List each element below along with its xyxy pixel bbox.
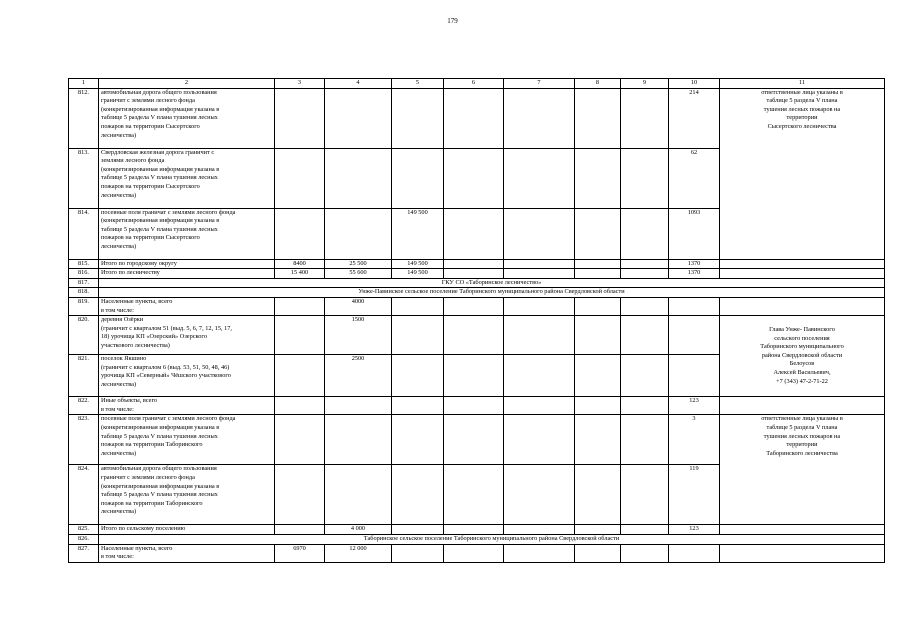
row-number: 812. bbox=[69, 88, 99, 148]
table-row bbox=[69, 316, 885, 355]
row-number: 813. bbox=[69, 148, 99, 208]
value-cell: 1370 bbox=[669, 269, 720, 279]
object-name: посевные поля граничат с землями лесного фонда (конкретизированная информация указана в таблице 5 раздела V плана тушения лесных пожаров на территории Сысертского лесничества) bbox=[99, 208, 275, 259]
row-number: 818. bbox=[69, 288, 99, 298]
object-name: Свердловская железная дорога граничит с землями лесного фонда (конкретизированная информация указана в таблице 5 раздела V плана тушения лесных пожаров на территории Сысертского лесничества) bbox=[99, 148, 275, 208]
table-row bbox=[69, 415, 885, 465]
value-cell: 123 bbox=[669, 525, 720, 535]
responsible-note: ответственные лица указаны в таблице 5 раздела V плана тушения лесных пожаров на территории Сысертского лесничества bbox=[720, 88, 885, 259]
row-number: 823. bbox=[69, 415, 99, 465]
value-cell: 3 bbox=[669, 415, 720, 465]
row-number: 815. bbox=[69, 259, 99, 269]
object-name: Населенные пункты, всего в том числе: bbox=[99, 544, 275, 562]
value-cell: 149 500 bbox=[392, 208, 444, 259]
object-name: Итого по лесничеству bbox=[99, 269, 275, 279]
object-name: деревня Озёрки (граничит с кварталом 51 (выд. 5, 6, 7, 12, 15, 17, 18) урочища КП «Озерский» Озерского участкового лесничества) bbox=[99, 316, 275, 355]
section-title: Таборинское сельское поселение Таборинского муниципального района Свердловской области bbox=[99, 534, 885, 544]
header-cell: 4 bbox=[325, 79, 392, 89]
value-cell: 6970 bbox=[275, 544, 325, 562]
value-cell: 1093 bbox=[669, 208, 720, 259]
section-title: ГКУ СО «Таборинское лесничество» bbox=[99, 278, 885, 288]
value-cell: 149 500 bbox=[392, 259, 444, 269]
object-name: автомобильная дорога общего пользования граничит с землями лесного фонда (конкретизированная информация указана в таблице 5 раздела V плана тушения лесных пожаров на территории Таборинского лесничества) bbox=[99, 465, 275, 525]
value-cell: 214 bbox=[669, 88, 720, 148]
object-name: Итого по сельскому поселению bbox=[99, 525, 275, 535]
page-number: 179 bbox=[447, 17, 458, 25]
value-cell: 149 500 bbox=[392, 269, 444, 279]
object-name: посевные поля граничат с землями лесного фонда (конкретизированная информация указана в таблице 5 раздела V плана тушения лесных пожаров на территории Таборинского лесничества) bbox=[99, 415, 275, 465]
value-cell: 1500 bbox=[325, 316, 392, 355]
object-name: автомобильная дорога общего пользования граничит с землями лесного фонда (конкретизированная информация указана в таблице 5 раздела V плана тушения лесных пожаров на территории Сысертского лесничества) bbox=[99, 88, 275, 148]
header-cell: 7 bbox=[504, 79, 575, 89]
contact-note: Глава Унже- Павинского сельского поселения Таборинского муниципального района Свердловской области Белоусов Алексей Васильевич, +7 (343) 47-2-71-22 bbox=[720, 316, 885, 397]
section-title: Унже-Павинское сельское поселение Таборинского муниципального района Свердловской области bbox=[99, 288, 885, 298]
object-name: Итого по городскому округу bbox=[99, 259, 275, 269]
row-number: 827. bbox=[69, 544, 99, 562]
row-number: 819. bbox=[69, 297, 99, 315]
row-number: 817. bbox=[69, 278, 99, 288]
responsible-note: ответственные лица указаны в таблице 5 раздела V плана тушения лесных пожаров на территории Таборинского лесничества bbox=[720, 415, 885, 525]
header-cell: 3 bbox=[275, 79, 325, 89]
fire-objects-table bbox=[68, 78, 885, 563]
value-cell: 12 000 bbox=[325, 544, 392, 562]
value-cell: 119 bbox=[669, 465, 720, 525]
table-row bbox=[69, 544, 885, 562]
value-cell: 15 400 bbox=[275, 269, 325, 279]
table-row bbox=[69, 525, 885, 535]
value-cell: 55 600 bbox=[325, 269, 392, 279]
header-cell: 10 bbox=[669, 79, 720, 89]
section-row bbox=[69, 278, 885, 288]
value-cell: 4 000 bbox=[325, 525, 392, 535]
table-row bbox=[69, 259, 885, 269]
row-number: 822. bbox=[69, 397, 99, 415]
row-number: 825. bbox=[69, 525, 99, 535]
value-cell: 1370 bbox=[669, 259, 720, 269]
object-name: Иные объекты, всего в том числе: bbox=[99, 397, 275, 415]
table-row bbox=[69, 397, 885, 415]
table-row bbox=[69, 297, 885, 315]
header-cell: 5 bbox=[392, 79, 444, 89]
header-cell: 1 bbox=[69, 79, 99, 89]
table-row bbox=[69, 269, 885, 279]
header-cell: 6 bbox=[444, 79, 504, 89]
value-cell: 123 bbox=[669, 397, 720, 415]
object-name: Населенные пункты, всего в том числе: bbox=[99, 297, 275, 315]
header-row bbox=[69, 79, 885, 89]
object-name: поселок Якшино (граничит с кварталом 6 (выд. 53, 51, 50, 48, 46) урочища КП «Северный» Чёшского участкового лесничества) bbox=[99, 355, 275, 397]
value-cell: 62 bbox=[669, 148, 720, 208]
header-cell: 2 bbox=[99, 79, 275, 89]
row-number: 816. bbox=[69, 269, 99, 279]
row-number: 814. bbox=[69, 208, 99, 259]
value-cell: 2500 bbox=[325, 355, 392, 397]
row-number: 820. bbox=[69, 316, 99, 355]
value-cell: 8400 bbox=[275, 259, 325, 269]
row-number: 824. bbox=[69, 465, 99, 525]
header-cell: 8 bbox=[575, 79, 621, 89]
value-cell: 25 500 bbox=[325, 259, 392, 269]
header-cell: 9 bbox=[621, 79, 669, 89]
row-number: 821. bbox=[69, 355, 99, 397]
section-row bbox=[69, 288, 885, 298]
value-cell: 4000 bbox=[325, 297, 392, 315]
header-cell: 11 bbox=[720, 79, 885, 89]
table-row bbox=[69, 88, 885, 148]
row-number: 826. bbox=[69, 534, 99, 544]
section-row bbox=[69, 534, 885, 544]
